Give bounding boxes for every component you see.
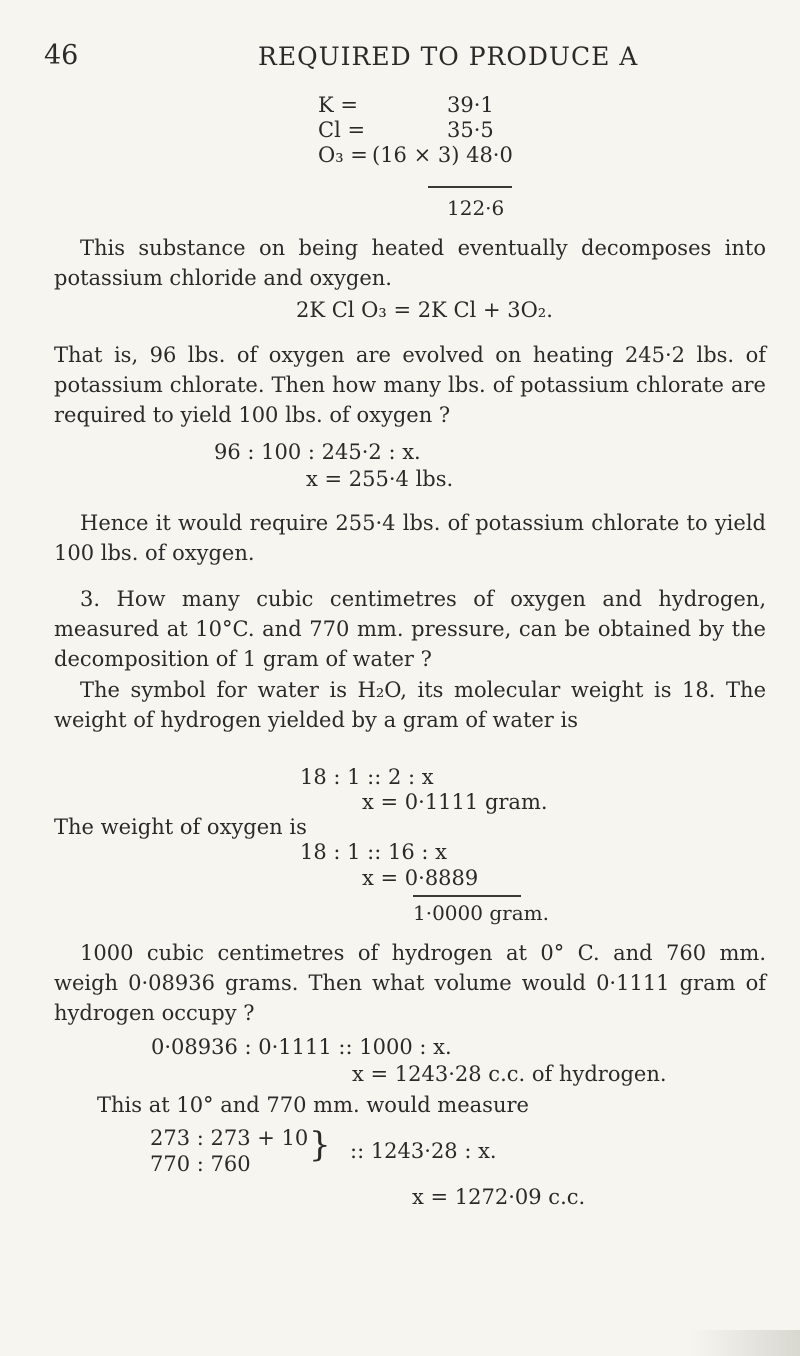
atomic-symbol-k: K = [318, 93, 358, 117]
paragraph-this-at: This at 10° and 770 mm. would measure [97, 1093, 529, 1117]
paragraph-hence: Hence it would require 255·4 lbs. of potassium chlorate to yield 100 lbs. of oxygen. [54, 511, 766, 565]
proportion-1: 96 : 100 : 245·2 : x. [214, 440, 421, 464]
result-volume: x = 1243·28 c.c. of hydrogen. [352, 1062, 667, 1086]
paragraph-1000cc: 1000 cubic centimetres of hydrogen at 0° C. and 760 mm. weigh 0·08936 grams. Then what volume would 0·1111 gram of hydrogen occupy ? [54, 941, 766, 1025]
result-1: x = 255·4 lbs. [306, 467, 454, 491]
page-number: 46 [44, 40, 79, 71]
atomic-value-k: 39·1 [447, 93, 494, 117]
total-rule [413, 895, 521, 897]
paragraph-symbol: The symbol for water is H₂O, its molecular weight is 18. The weight of hydrogen yielded by a gram of water is [54, 678, 766, 732]
proportion-hydrogen: 18 : 1 :: 2 : x [300, 765, 434, 789]
label-oxygen: The weight of oxygen is [54, 815, 307, 839]
compound-brace: } [309, 1125, 331, 1165]
equation: 2K Cl O₃ = 2K Cl + 3O₂. [296, 298, 553, 322]
atomic-symbol-o3: O₃ = [318, 143, 368, 167]
proportion-oxygen: 18 : 1 :: 16 : x [300, 840, 447, 864]
running-title: REQUIRED TO PRODUCE A [258, 42, 639, 71]
total-gram: 1·0000 gram. [413, 901, 549, 925]
atomic-value-cl: 35·5 [447, 118, 494, 142]
atomic-total: 122·6 [447, 196, 505, 220]
result-hydrogen: x = 0·1111 gram. [362, 790, 548, 814]
result-final: x = 1272·09 c.c. [412, 1185, 586, 1209]
question-3: 3. How many cubic centimetres of oxygen and hydrogen, measured at 10°C. and 770 mm. pressure, can be obtained by the decomposition of 1 gram of water ? [54, 587, 766, 671]
page-edge-smudge [690, 1330, 800, 1356]
compound-row-2: 770 : 760 [150, 1152, 251, 1176]
paragraph-decompose: This substance on being heated eventually decomposes into potassium chloride and oxygen. [54, 236, 766, 290]
compound-row-1: 273 : 273 + 10 [150, 1126, 309, 1150]
atomic-symbol-cl: Cl = [318, 118, 366, 142]
sum-rule [428, 186, 512, 188]
compound-rhs: :: 1243·28 : x. [350, 1139, 497, 1163]
atomic-value-o3: (16 × 3) 48·0 [372, 143, 513, 167]
result-oxygen: x = 0·8889 [362, 866, 479, 890]
proportion-volume: 0·08936 : 0·1111 :: 1000 : x. [151, 1035, 452, 1059]
paragraph-that-is: That is, 96 lbs. of oxygen are evolved on heating 245·2 lbs. of potassium chlorate. Then how many lbs. of potassium chlorate are required to yield 100 lbs. of oxygen ? [54, 343, 766, 427]
